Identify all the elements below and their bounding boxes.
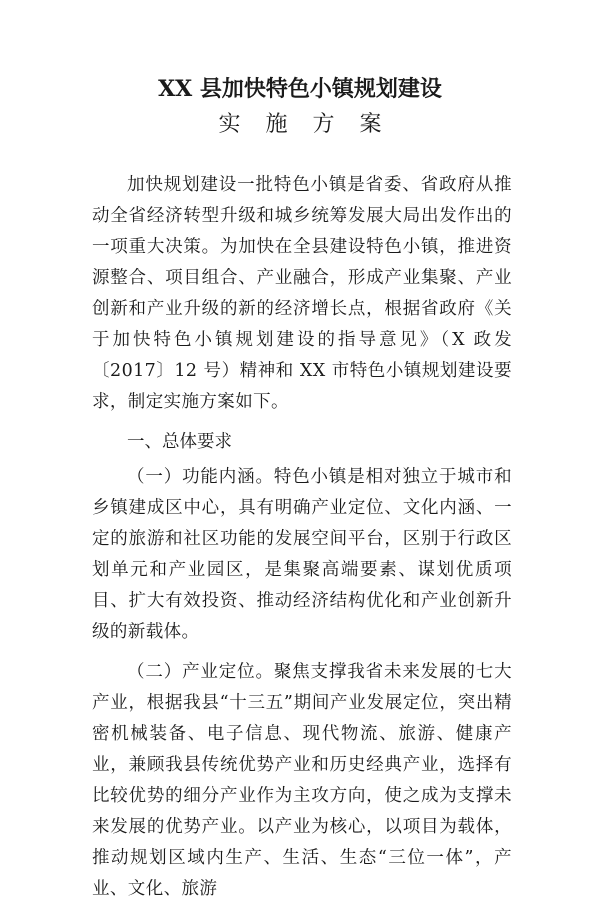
paragraph-industry-positioning: （二）产业定位。聚焦支撑我省未来发展的七大产业，根据我县“十三五”期间产业发展定位，突出精密机械装备、电子信息、现代物流、旅游、健康产业，兼顾我县传统优势产业和历史经典产业，选择有比较优势的细分产业作为主攻方向，使之成为支撑未来发展的优势产业。以产业为核心，以项目为载体，推动规划区域内生产、生活、生态“三位一体”，产业、文化、旅游	[92, 662, 512, 899]
document-body	[92, 170, 512, 905]
section-heading-general-requirements: 一、总体要求	[127, 432, 232, 452]
paragraph-functional-connotation: （一）功能内涵。特色小镇是相对独立于城市和乡镇建成区中心，具有明确产业定位、文化内涵、一定的旅游和社区功能的发展空间平台，区别于行政区划单元和产业园区，是集聚高端要素、谋划优质项目、扩大有效投资、推动经济结构优化和产业创新升级的新载体。	[92, 467, 512, 642]
title-block	[0, 72, 600, 142]
document-subtitle: 实 施 方 案	[218, 112, 391, 137]
intro-paragraph: 加快规划建设一批特色小镇是省委、省政府从推动全省经济转型升级和城乡统筹发展大局出发作出的一项重大决策。为加快在全县建设特色小镇，推进资源整合、项目组合、产业融合，形成产业集聚、产业创新和产业升级的新的经济增长点，根据省政府《关于加快特色小镇规划建设的指导意见》（X 政发〔2017〕12 号）精神和 XX 市特色小镇规划建设要求，制定实施方案如下。	[92, 175, 512, 412]
document-title: XX 县加快特色小镇规划建设	[158, 76, 442, 102]
